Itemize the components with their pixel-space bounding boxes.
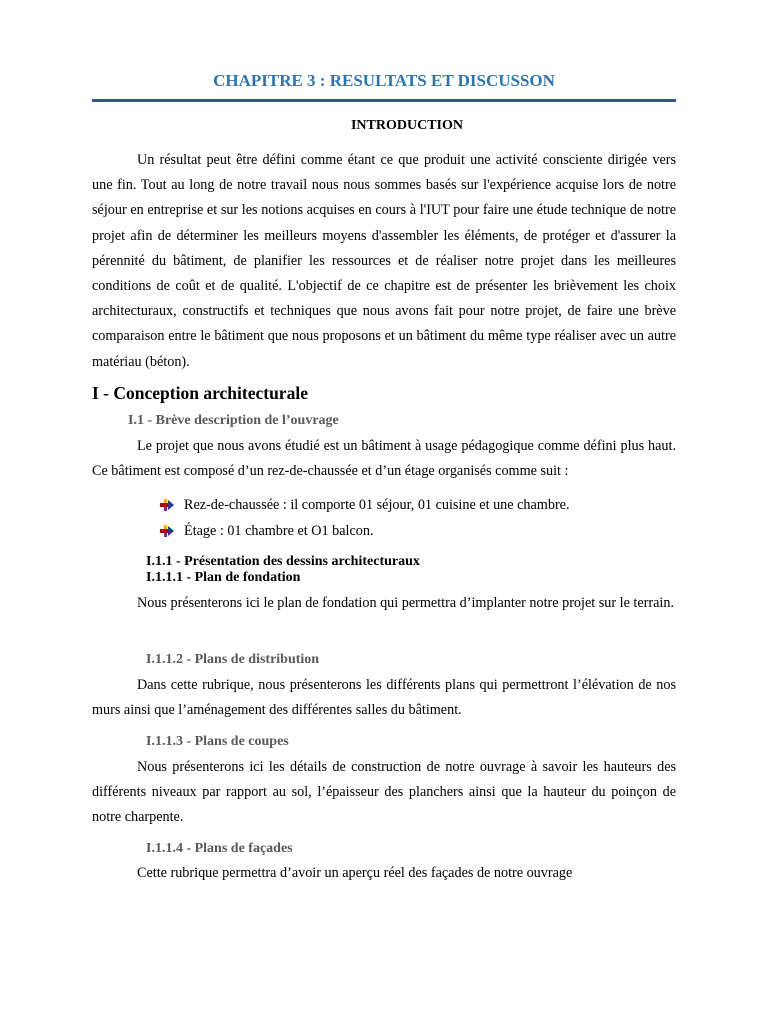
- subsection-heading-facades: I.1.1.4 - Plans de façades: [146, 841, 293, 856]
- title-rule: [92, 99, 676, 102]
- text-line: nous proposons et un bâtiment du même type réaliser avec un autre matériau (béton).: [92, 328, 676, 370]
- text-line: Le projet que nous avons étudié est un bâtiment à usage pédagogique comme défini: [137, 438, 617, 454]
- text-line: de nos murs ainsi que l’aménagement des différentes salles du bâtiment.: [92, 677, 676, 719]
- coupes-paragraph: [92, 755, 676, 831]
- section-heading-conception: I - Conception architecturale: [92, 383, 308, 403]
- text-line: plus haut. Ce bâtiment est composé d’un rez-de-chaussée et d’un étage organisés comme suit :: [92, 438, 677, 480]
- subsection-heading-coupes: I.1.1.3 - Plans de coupes: [146, 734, 289, 749]
- text-line: Dans cette rubrique, nous présenterons les différents plans qui permettront l’élévation: [137, 677, 634, 693]
- text-line: réaliser notre projet dans les meilleures conditions de coût et de qualité. L'objectif de ce: [92, 252, 676, 295]
- introduction-heading: INTRODUCTION: [350, 118, 463, 133]
- list-item: [160, 492, 570, 518]
- fondation-paragraph: [92, 591, 676, 616]
- text-line: terrain.: [633, 595, 674, 611]
- description-paragraph: [92, 434, 676, 484]
- text-line: éléments, de protéger et d'assurer la pérennité du bâtiment, de planifier les ressources et de: [92, 227, 677, 269]
- text-line: lors de notre séjour en entreprise et sur les notions acquises en cours à l'IUT pour faire une: [92, 177, 676, 219]
- floor-list: [160, 492, 570, 544]
- arrow-bullet-icon: [160, 498, 184, 512]
- list-item-text: Étage : 01 chambre et O1 balcon.: [184, 522, 374, 539]
- subsection-heading-fondation: I.1.1.1 - Plan de fondation: [146, 570, 301, 585]
- subsection-heading-distribution: I.1.1.2 - Plans de distribution: [146, 652, 320, 667]
- introduction-paragraph: [92, 148, 676, 375]
- text-line: Un résultat peut être défini comme étant ce que produit une activité consciente dirigée: [137, 152, 648, 168]
- text-line: étude technique de notre projet afin de déterminer les meilleurs moyens d'assembler les: [92, 202, 677, 244]
- list-item-text: Rez-de-chaussée : il comporte 01 séjour, 01 cuisine et une chambre.: [184, 496, 570, 513]
- text-line: Nous présenterons ici les détails de construction de notre ouvrage à savoir les hauteurs: [137, 759, 652, 775]
- subsection-heading-description: I.1 - Brève description de l’ouvrage: [128, 413, 339, 428]
- text-line: que nous avons fait pour notre projet, de faire une brève comparaison entre le bâtiment que: [92, 303, 676, 345]
- chapter-title: CHAPITRE 3 : RESULTATS ET DISCUSSON: [213, 71, 555, 90]
- facades-paragraph: [92, 861, 676, 886]
- text-line: chapitre est de présenter les brièvement les choix architecturaux, constructifs et techniques: [92, 278, 677, 320]
- distribution-paragraph: [92, 673, 676, 723]
- subsection-heading-dessins: I.1.1 - Présentation des dessins architecturaux: [146, 554, 420, 569]
- text-line: Nous présenterons ici le plan de fondation qui permettra d’implanter notre projet sur le: [137, 595, 630, 611]
- text-line: vers une fin. Tout au long de notre travail nous nous sommes basés sur l'expérience acquise: [92, 152, 676, 194]
- text-line: poinçon de notre charpente.: [92, 784, 676, 826]
- text-line: Cette rubrique permettra d’avoir un aperçu réel des façades de notre ouvrage: [137, 865, 573, 881]
- arrow-bullet-icon: [160, 524, 184, 538]
- text-line: des différents niveaux par rapport au sol, l’épaisseur des planchers ainsi que la hauteur du: [92, 759, 677, 801]
- list-item: [160, 518, 570, 544]
